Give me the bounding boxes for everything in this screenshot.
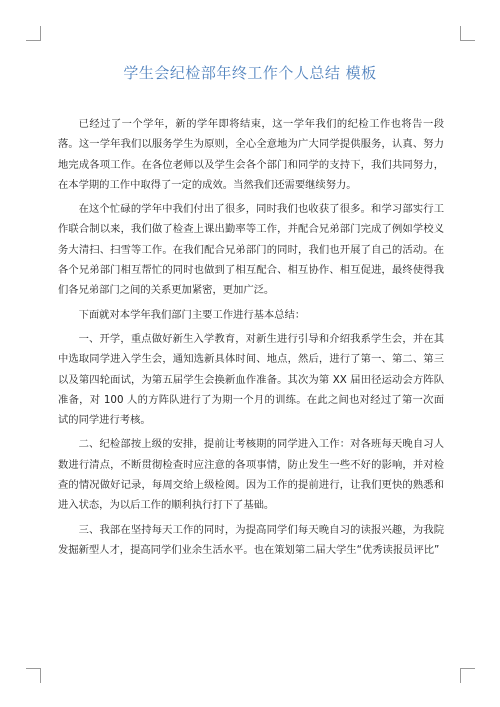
crop-mark-top-right [460,26,475,41]
paragraph-intro: 已经过了一个学年，新的学年即将结束，这一学年我们的纪检工作也将告一段落。这一学年我们以服务学生为原则，全心全意地为广大同学提供服务，认真、努力地完成各项工作。在各位老师以及学生会各个部门和同学的支持下，我们共同努力，在本学期的工作中取得了一定的成效。当然我们还需要继续努力。 [58,118,444,191]
document-title: 学生会纪检部年终工作个人总结 模板 [123,64,377,82]
paragraph-summary-lead: 下面就对本学年我们部门主要工作进行基本总结： [78,308,306,321]
paragraph-item-2: 二、纪检部按上级的安排，提前让考核期的同学进入工作：对各班每天晚自习人数进行清点，不断贯彻检查时应注意的各项事情，防止发生一些不好的影响，并对检查的情况做好记录，每周交给上级检阅。因为工作的提前进行，让我们更快的熟悉和进入状态，为以后工作的顺利执行打下了基础。 [58,438,444,512]
document-body [58,114,444,564]
crop-mark-bottom-left [26,668,41,683]
crop-mark-top-left [26,26,41,41]
paragraph-item-1: 一、开学，重点做好新生入学教育，对新生进行引导和介绍我系学生会，并在其中选取同学进入学生会，通知选新具体时间、地点，然后，进行了第一、第二、第三以及第四轮面试，为第五届学生会换新血作准备。其次为第 XX 届田径运动会方阵队准备，对 100 人的方阵队进行了为期一个月的训练。在此之间也对经过了第一次面试的同学进行考核。 [58,332,444,427]
paragraph-item-3: 三、我部在坚持每天工作的同时，为提高同学们每天晚自习的读报兴趣，为我院发掘新型人才，提高同学们业余生活水平。也在策划第二届大学生“优秀读报员评比” [58,523,444,556]
paragraph-busy-year: 在这个忙碌的学年中我们付出了很多，同时我们也收获了很多。和学习部实行工作联合制以来，我们做了检查上课出勤率等工作，并配合兄弟部门完成了例如学校义务大清扫、扫雪等工作。在我们配合兄弟部门的同时，我们也开展了自己的活动。在各个兄弟部门相互帮忙的同时也做到了相互配合、相互协作、相互促进，最终使得我们各兄弟部门之间的关系更加紧密，更加广泛。 [58,203,444,297]
crop-mark-bottom-right [460,668,475,683]
